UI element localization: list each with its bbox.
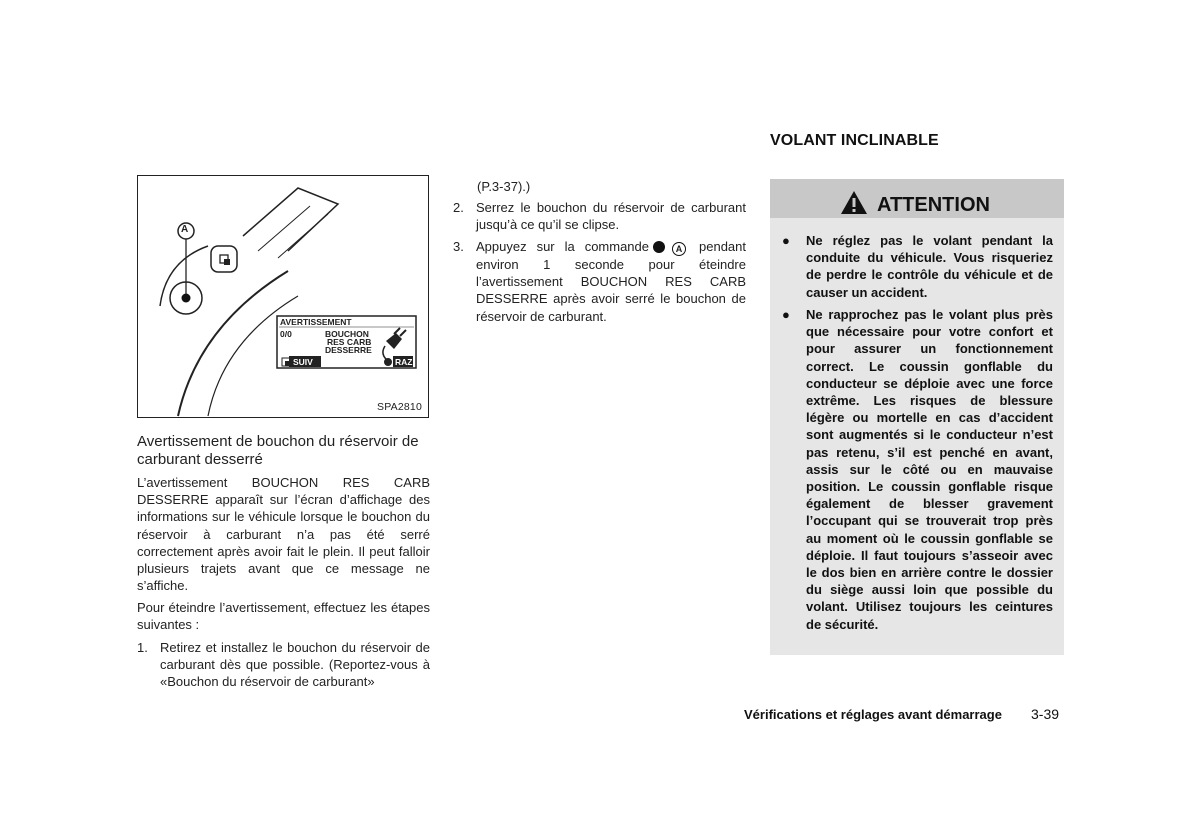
bullet-dot: ● bbox=[782, 233, 790, 248]
warning-bullet bbox=[782, 232, 1053, 301]
warning-bullet bbox=[782, 306, 1053, 633]
warning-bullet-text: Ne réglez pas le volant pendant la conduite du véhicule. Vous risqueriez de perdre le contrôle du véhicule et de causer un accident. bbox=[806, 233, 1053, 300]
section-subheading: Avertissement de bouchon du réservoir de carburant desserré bbox=[137, 433, 419, 468]
figure-callout-a: A bbox=[181, 224, 189, 235]
step-3-text-b: pendant environ 1 seconde pour éteindre l’avertissement BOUCHON RES CARB DESSERRE après avoir serré le bouchon de réservoir de carburant. bbox=[476, 239, 746, 324]
illustration-figure bbox=[137, 175, 429, 418]
display-next-label: SUIV bbox=[293, 357, 313, 367]
footer-section-name: Vérifications et réglages avant démarrage bbox=[744, 707, 1002, 722]
instrument-cluster-drawing bbox=[138, 176, 430, 419]
warning-title: ATTENTION bbox=[877, 194, 990, 216]
display-counter: 0/0 bbox=[280, 329, 292, 339]
warning-bullet-text: Ne rapprochez pas le volant plus près que nécessaire pour votre confort et pour assurer un fonctionnement correct. Le coussin gonflable du conducteur se déploie avec une force extrême. Les risques de blessure légère ou mortelle en cas d’accident sont augmentés si le conducteur n’est pas retenu, s’il est penché en avant, assis sur le côté ou en mauvaise position. Le coussin gonflable risque également de blesser gravement l’occupant qui se trouverait trop près au moment où le coussin gonflable se déploie. Il faut toujours s’asseoir avec le dos bien en arrière contre le dossier du siège aussi loin que possible du volant. Utilisez toujours les ceintures de sécurité. bbox=[806, 307, 1053, 632]
figure-code: SPA2810 bbox=[377, 401, 422, 413]
display-msg-line3: DESSERRE bbox=[325, 345, 372, 355]
control-button-icon bbox=[653, 241, 665, 253]
step-1 bbox=[137, 639, 430, 691]
bullet-dot: ● bbox=[782, 307, 790, 322]
step-3-text-a: Appuyez sur la commande bbox=[476, 239, 650, 254]
paragraph-intro: L’avertissement BOUCHON RES CARB DESSERRE apparaît sur l’écran d’affichage des informations sur le véhicule lorsque le bouchon du réservoir à carburant n’a pas été serré correctement après avoir fait le plein. Il peut falloir plusieurs trajets avant que ce message ne s’affiche. bbox=[137, 475, 430, 594]
callout-a-icon: A bbox=[672, 242, 686, 256]
display-msg-line2: RES CARB bbox=[327, 337, 372, 347]
step-2-text: Serrez le bouchon du réservoir de carburant jusqu’à ce qu’il se clipse. bbox=[476, 200, 746, 233]
paragraph-steps-intro: Pour éteindre l’avertissement, effectuez les étapes suivantes : bbox=[137, 600, 430, 633]
step-1-continued: (P.3-37).) bbox=[477, 179, 531, 194]
step-3-number: 3. bbox=[453, 239, 464, 254]
step-1-text: Retirez et installez le bouchon du réservoir de carburant dès que possible. (Reportez-vous à «Bouchon du réservoir de carburant» bbox=[160, 640, 430, 690]
display-msg-line1: BOUCHON bbox=[325, 329, 369, 339]
display-title: AVERTISSEMENT bbox=[280, 317, 352, 327]
display-reset-label: RAZ bbox=[395, 357, 413, 367]
page-number: 3-39 bbox=[1031, 706, 1060, 722]
step-3 bbox=[453, 238, 746, 325]
step-2 bbox=[453, 199, 746, 233]
section-title: VOLANT INCLINABLE bbox=[770, 132, 939, 149]
warning-triangle-icon bbox=[840, 190, 868, 215]
step-2-number: 2. bbox=[453, 200, 464, 215]
step-3-text bbox=[476, 238, 746, 325]
step-1-number: 1. bbox=[137, 640, 148, 655]
